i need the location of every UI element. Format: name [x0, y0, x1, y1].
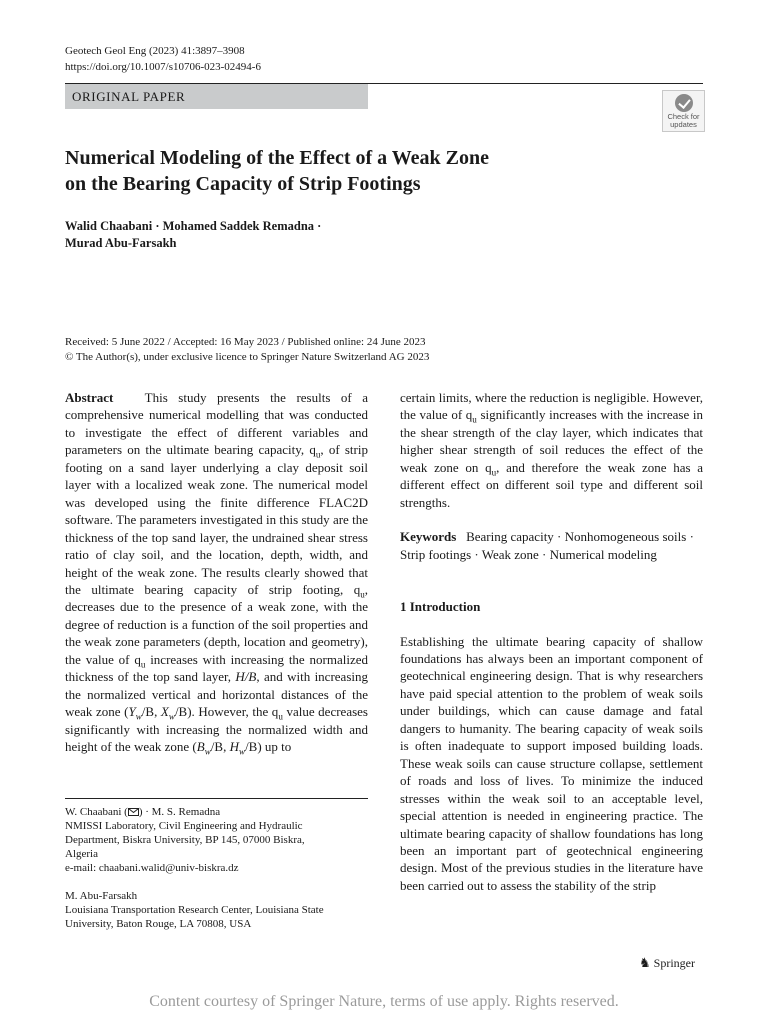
author-footnote: W. Chaabani ( ) · M. S. Remadna NMISSI Laboratory, Civil Engineering and Hydraulic Department, Biskra University, BP 145, 07000 Biskra, Algeria e-mail: chaabani.walid@univ-biskra.dz M. Abu-Farsakh Louisiana Transportation Research Center, Louisiana State University, Baton Rouge, LA 70808, USA	[65, 805, 368, 931]
footnote-rule	[65, 798, 368, 799]
abstract-continuation: certain limits, where the reduction is negligible. However, the value of $q_u$ significantly increases with the increase in the shear strength of the clay layer, which indicates that higher shear strength of soil reduces the effect of the weak zone on $q_u$, and therefore the weak zone has a different effect on different soil type and different soil strengths.	[400, 390, 704, 510]
check-for-updates-icon	[675, 94, 693, 112]
abstract-column-left	[65, 389, 368, 756]
corresponding-authors: W. Chaabani ( ) · M. S. Remadna	[65, 806, 221, 818]
copyright-line: © The Author(s), under exclusive licence to Springer Nature Switzerland AG 2023	[65, 351, 430, 363]
publisher-logo	[639, 955, 695, 972]
envelope-icon	[128, 808, 139, 816]
journal-citation: Geotech Geol Eng (2023) 41:3897–3908	[65, 45, 245, 57]
publisher-name: Springer	[653, 956, 695, 970]
journal-header	[65, 43, 261, 75]
right-column	[400, 389, 703, 894]
paper-type-banner	[65, 84, 368, 109]
abstract-text: Abstract This study presents the results of a comprehensive numerical modelling that was conducted to investigate the effect of different variables and parameters on the ultimate bearing capacity, $q_u$, of strip footing on a sand layer underlying a clay deposit soil layer with a localized weak zone. The numerical model was developed using the finite difference FLAC2D software. The parameters investigated in this study are the thickness of the top sand layer, the undrained shear stress ratio of clay soil, and the location, depth, width, and height of the weak zone. The results clearly showed that the ultimate bearing capacity of strip footing, $q_u$, decreases due to the presence of a weak zone, with the degree of reduction is a function of the soil properties and the weak zone parameters (depth, location and geometry), the value of $q_u$ increases with increasing the normalized thickness of the top sand layer, H/B, and with increasing the normalized vertical and horizontal distances of the weak zone ($Y_w/B$, $X_w/B$). However, the $q_u$ value decreases significantly with increasing the normalized width and height of the weak zone ($B_w/B$, $H_w/B$) up to	[65, 390, 368, 757]
paper-title: Numerical Modeling of the Effect of a Weak Zone on the Bearing Capacity of Strip Footings	[65, 147, 490, 195]
doi-link[interactable]: https://doi.org/10.1007/s10706-023-02494-6	[65, 61, 261, 73]
abstract-label: Abstract	[65, 390, 114, 405]
author-list: Walid Chaabani · Mohamed Saddek Remadna · Murad Abu-Farsakh	[65, 219, 322, 250]
section-heading-introduction: 1 Introduction	[400, 599, 481, 615]
keywords-text: Bearing capacity · Nonhomogeneous soils · Strip footings · Weak zone · Numerical modeling	[400, 529, 694, 562]
courtesy-notice: Content courtesy of Springer Nature, terms of use apply. Rights reserved.	[149, 993, 619, 1010]
received-dates: Received: 5 June 2022 / Accepted: 16 May 2023 / Published online: 24 June 2023	[65, 336, 426, 348]
paper-type-label: ORIGINAL PAPER	[72, 89, 186, 104]
springer-horse-icon: ♞	[639, 956, 651, 971]
check-for-updates-badge[interactable]	[662, 90, 705, 132]
introduction-text: Establishing the ultimate bearing capacity of shallow foundations has always been an important component of geotechnical engineering design. That is why researchers have paid special attention to the problem of weak soils under buildings, which can cause damage and fatal dangers to humanity. The bearing capacity of weak soils is often inadequate to support imposed building loads. These weak soils can cause structure collapse, settlement of roads and loss of lives. To minimize the induced stresses within the weak soil to an acceptable level, special attention is needed in engineering practice. The ultimate bearing capacity of shallow foundations has long been an important part of geotechnical engineering design. Most of the previous studies in the literature have been carried out to assess the stability of the strip	[400, 633, 703, 893]
publication-dates	[65, 335, 705, 365]
keywords-block	[400, 528, 703, 563]
keywords-label: Keywords	[400, 529, 457, 545]
check-updates-text: Check for updates	[667, 112, 700, 129]
email-link[interactable]: e-mail: chaabani.walid@univ-biskra.dz	[65, 862, 239, 874]
